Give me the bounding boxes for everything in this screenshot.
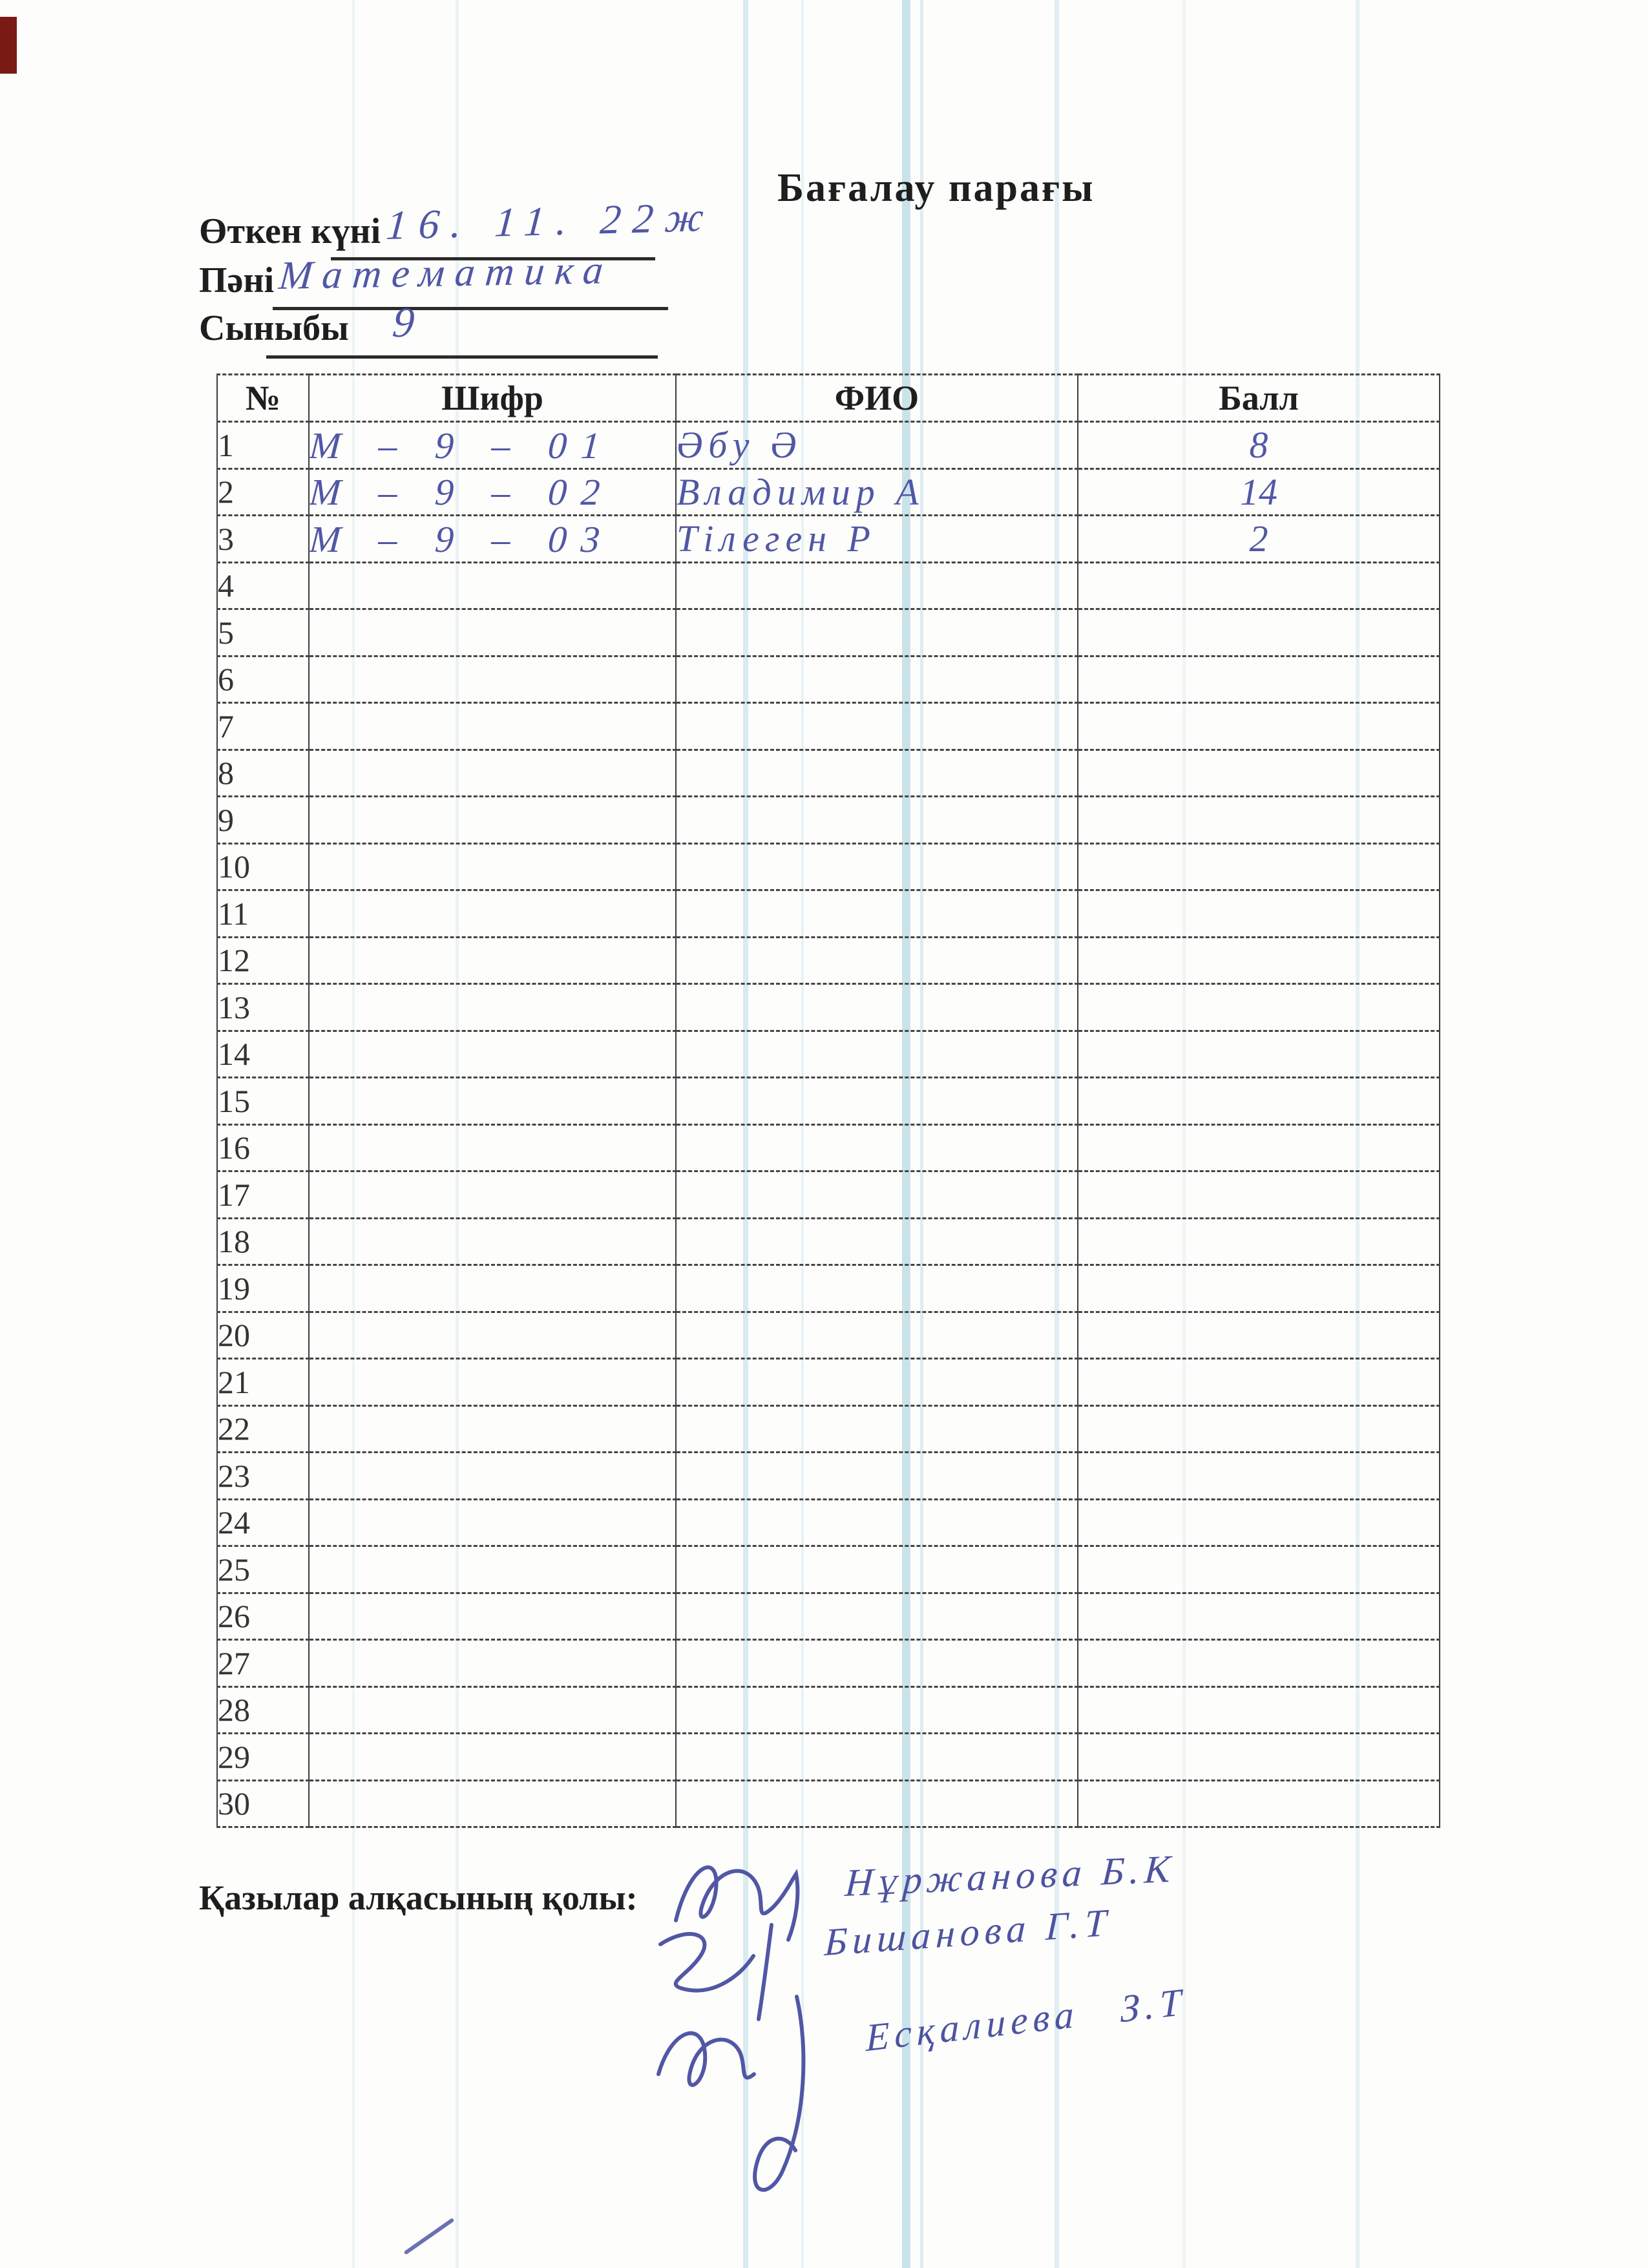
- cipher-cell: [307, 1780, 677, 1827]
- row-number-cell: 10: [217, 843, 309, 890]
- field-value-date-handwritten: 16. 11. 22ж: [384, 193, 717, 249]
- score-cell: 8: [1078, 422, 1440, 469]
- row-number-cell: 16: [217, 1124, 309, 1171]
- field-label-subject: Пәні: [199, 260, 275, 300]
- cipher-cell: [307, 984, 677, 1031]
- row-number-cell: 8: [217, 750, 309, 797]
- table-row: [217, 1593, 1440, 1640]
- score-cell: [1078, 1546, 1440, 1593]
- table-body: [217, 422, 1440, 1827]
- scan-edge-artifact: [0, 17, 17, 74]
- table-row: [217, 1218, 1440, 1265]
- score-cell: [1078, 1312, 1440, 1359]
- cipher-cell: [307, 937, 677, 984]
- field-value-subject-handwritten: Математика: [277, 247, 616, 299]
- row-number-cell: 13: [217, 984, 309, 1031]
- table-row: [217, 1312, 1440, 1359]
- page-title: Бағалау парағы: [777, 166, 1095, 210]
- score-cell: [1078, 1031, 1440, 1078]
- name-cell: [676, 843, 1078, 890]
- score-cell: [1078, 1265, 1440, 1312]
- name-cell: [676, 1031, 1078, 1078]
- table-row: [217, 1078, 1440, 1125]
- row-number-cell: 26: [217, 1593, 309, 1640]
- cipher-cell: М – 9 – 03: [307, 516, 677, 563]
- table-row: [217, 1265, 1440, 1312]
- table-row: [217, 843, 1440, 890]
- row-number-cell: 21: [217, 1359, 309, 1406]
- name-cell: [676, 1265, 1078, 1312]
- jury-signature-label: Қазылар алқасының қолы:: [199, 1878, 638, 1917]
- table-row: [217, 656, 1440, 703]
- score-cell: [1078, 1405, 1440, 1453]
- cipher-cell: [307, 750, 677, 797]
- name-cell: [676, 1686, 1078, 1734]
- name-cell: Әбу Ә: [676, 422, 1078, 469]
- cipher-cell: [307, 1405, 677, 1453]
- name-cell: [676, 750, 1078, 797]
- score-cell: [1078, 890, 1440, 938]
- scores-table: [216, 373, 1440, 1828]
- row-number-cell: 29: [217, 1734, 309, 1781]
- table-row: [217, 1405, 1440, 1453]
- score-cell: [1078, 797, 1440, 844]
- cipher-cell: М – 9 – 02: [307, 468, 677, 516]
- score-cell: [1078, 1171, 1440, 1219]
- name-cell: [676, 1124, 1078, 1171]
- name-cell: [676, 1312, 1078, 1359]
- cipher-cell: [307, 1593, 677, 1640]
- name-cell: [676, 1171, 1078, 1219]
- score-cell: 2: [1078, 516, 1440, 563]
- table-row: [217, 1359, 1440, 1406]
- cipher-cell: [307, 656, 677, 703]
- row-number-cell: 17: [217, 1171, 309, 1219]
- cipher-cell: [307, 1499, 677, 1546]
- score-cell: [1078, 1640, 1440, 1687]
- name-cell: [676, 1359, 1078, 1406]
- table-header-row: [217, 375, 1440, 422]
- cipher-cell: [307, 1640, 677, 1687]
- row-number-cell: 1: [217, 422, 309, 469]
- table-row: [217, 797, 1440, 844]
- row-number-cell: 9: [217, 797, 309, 844]
- row-number-cell: 23: [217, 1453, 309, 1500]
- table-row: [217, 937, 1440, 984]
- name-cell: Владимир А: [676, 468, 1078, 516]
- name-cell: [676, 1734, 1078, 1781]
- score-cell: [1078, 1593, 1440, 1640]
- table-row: [217, 1686, 1440, 1734]
- signature-name: Есқалиева З.Т: [865, 1980, 1186, 2060]
- name-cell: [676, 609, 1078, 656]
- row-number-cell: 11: [217, 890, 309, 938]
- name-cell: [676, 656, 1078, 703]
- row-number-cell: 24: [217, 1499, 309, 1546]
- row-number-cell: 7: [217, 703, 309, 750]
- name-cell: [676, 1546, 1078, 1593]
- row-number-cell: 12: [217, 937, 309, 984]
- score-cell: [1078, 984, 1440, 1031]
- table-row: [217, 984, 1440, 1031]
- row-number-cell: 6: [217, 656, 309, 703]
- cipher-cell: [307, 1078, 677, 1125]
- table-row: [217, 1546, 1440, 1593]
- row-number-cell: 30: [217, 1780, 309, 1827]
- table-row: [217, 1171, 1440, 1219]
- row-number-cell: 2: [217, 468, 309, 516]
- col-header-cipher: Шифр: [309, 375, 676, 422]
- signature-scribble-icon: [643, 1977, 856, 2216]
- table-row: [217, 703, 1440, 750]
- cipher-cell: [307, 1031, 677, 1078]
- cipher-cell: [307, 1734, 677, 1781]
- cipher-cell: [307, 843, 677, 890]
- cipher-cell: [307, 1546, 677, 1593]
- cipher-cell: [307, 797, 677, 844]
- score-cell: [1078, 1499, 1440, 1546]
- score-cell: [1078, 1453, 1440, 1500]
- field-underline-class: [266, 355, 658, 359]
- name-cell: Тілеген Р: [676, 516, 1078, 563]
- table-row: [217, 1734, 1440, 1781]
- table-row: [217, 1499, 1440, 1546]
- row-number-cell: 5: [217, 609, 309, 656]
- col-header-num: №: [217, 375, 309, 422]
- cipher-cell: [307, 1124, 677, 1171]
- name-cell: [676, 1218, 1078, 1265]
- row-number-cell: 25: [217, 1546, 309, 1593]
- cipher-cell: М – 9 – 01: [307, 422, 677, 469]
- table-row: [217, 422, 1440, 469]
- col-header-name: ФИО: [676, 375, 1078, 422]
- name-cell: [676, 1453, 1078, 1500]
- row-number-cell: 3: [217, 516, 309, 563]
- name-cell: [676, 1078, 1078, 1125]
- row-number-cell: 19: [217, 1265, 309, 1312]
- name-cell: [676, 797, 1078, 844]
- name-cell: [676, 1593, 1078, 1640]
- score-cell: [1078, 1078, 1440, 1125]
- cipher-cell: [307, 1265, 677, 1312]
- cipher-cell: [307, 609, 677, 656]
- score-cell: [1078, 1780, 1440, 1827]
- name-cell: [676, 703, 1078, 750]
- table-row: [217, 890, 1440, 938]
- score-cell: [1078, 703, 1440, 750]
- row-number-cell: 15: [217, 1078, 309, 1125]
- name-cell: [676, 1640, 1078, 1687]
- cipher-cell: [307, 1171, 677, 1219]
- cipher-cell: [307, 1218, 677, 1265]
- cipher-cell: [307, 890, 677, 938]
- row-number-cell: 28: [217, 1686, 309, 1734]
- score-cell: [1078, 562, 1440, 609]
- table-row: [217, 1640, 1440, 1687]
- cipher-cell: [307, 1359, 677, 1406]
- name-cell: [676, 937, 1078, 984]
- table-row: [217, 1124, 1440, 1171]
- table-row: [217, 468, 1440, 516]
- cipher-cell: [307, 1453, 677, 1500]
- cipher-cell: [307, 1686, 677, 1734]
- name-cell: [676, 562, 1078, 609]
- row-number-cell: 20: [217, 1312, 309, 1359]
- score-cell: [1078, 1359, 1440, 1406]
- score-cell: [1078, 1734, 1440, 1781]
- table-row: [217, 516, 1440, 563]
- signature-name: Нұржанова Б.К: [844, 1847, 1177, 1905]
- cipher-cell: [307, 1312, 677, 1359]
- col-header-score: Балл: [1078, 375, 1440, 422]
- stray-ink-mark: [404, 2218, 455, 2255]
- signature-name: Бишанова Г.Т: [823, 1900, 1113, 1964]
- score-cell: 14: [1078, 468, 1440, 516]
- table-row: [217, 1780, 1440, 1827]
- row-number-cell: 18: [217, 1218, 309, 1265]
- name-cell: [676, 984, 1078, 1031]
- name-cell: [676, 1780, 1078, 1827]
- score-cell: [1078, 609, 1440, 656]
- cipher-cell: [307, 562, 677, 609]
- score-cell: [1078, 1124, 1440, 1171]
- score-cell: [1078, 750, 1440, 797]
- score-cell: [1078, 656, 1440, 703]
- row-number-cell: 22: [217, 1405, 309, 1453]
- name-cell: [676, 1499, 1078, 1546]
- table-row: [217, 609, 1440, 656]
- score-cell: [1078, 843, 1440, 890]
- score-cell: [1078, 937, 1440, 984]
- table-row: [217, 562, 1440, 609]
- table-row: [217, 1453, 1440, 1500]
- row-number-cell: 27: [217, 1640, 309, 1687]
- name-cell: [676, 890, 1078, 938]
- field-label-date: Өткен күні: [199, 211, 381, 251]
- name-cell: [676, 1405, 1078, 1453]
- cipher-cell: [307, 703, 677, 750]
- row-number-cell: 14: [217, 1031, 309, 1078]
- table-row: [217, 1031, 1440, 1078]
- field-value-class-handwritten: 9: [390, 299, 417, 346]
- score-cell: [1078, 1218, 1440, 1265]
- row-number-cell: 4: [217, 562, 309, 609]
- field-label-class: Сыныбы: [199, 308, 349, 348]
- score-cell: [1078, 1686, 1440, 1734]
- table-row: [217, 750, 1440, 797]
